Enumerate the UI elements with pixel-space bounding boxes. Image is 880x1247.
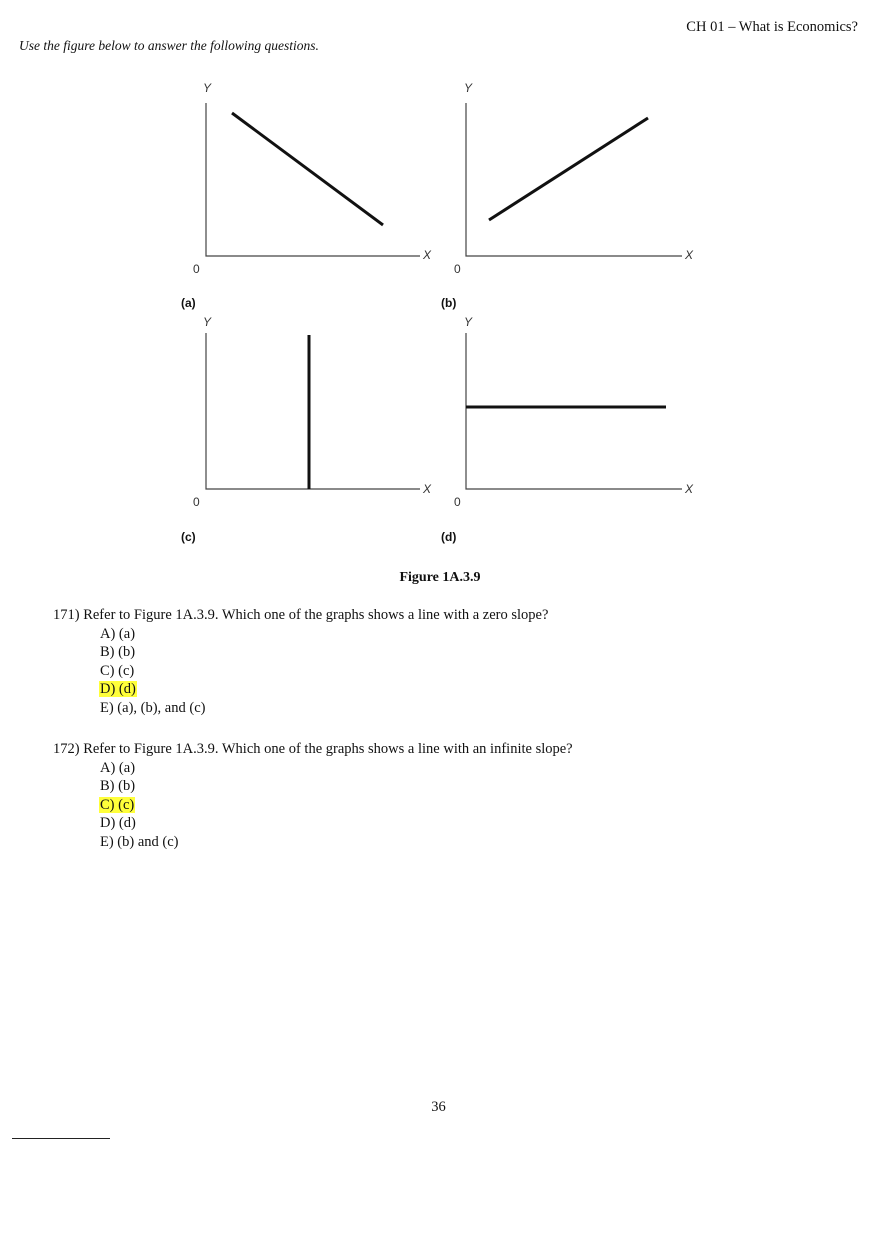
option-d: D) (d) xyxy=(100,815,136,831)
question-172 xyxy=(53,740,573,851)
panel-b-x-label: X xyxy=(685,248,694,262)
panel-a-x-label: X xyxy=(423,248,432,262)
panel-a-label: (a) xyxy=(181,296,196,310)
panel-c-y-label: Y xyxy=(203,315,212,329)
panel-b-y-label: Y xyxy=(464,81,473,95)
option-d-highlighted: D) (d) xyxy=(100,681,136,697)
panel-a-line-negative-slope xyxy=(232,113,383,225)
footnote-separator xyxy=(12,1138,110,1139)
option-e: E) (b) and (c) xyxy=(100,833,179,850)
question-stem: 172) Refer to Figure 1A.3.9. Which one of the graphs shows a line with an infinite slope? xyxy=(53,741,573,757)
panel-b-label: (b) xyxy=(441,296,457,310)
panel-c-axes xyxy=(206,333,420,489)
panel-a-axes xyxy=(206,103,420,256)
option-a: A) (a) xyxy=(100,625,136,642)
answer-options xyxy=(99,759,573,852)
option-b: B) (b) xyxy=(100,778,136,794)
panel-b-origin: 0 xyxy=(454,262,461,276)
panel-d-origin: 0 xyxy=(454,495,461,509)
panel-c-label: (c) xyxy=(181,530,196,544)
panel-d-y-label: Y xyxy=(464,315,473,329)
panel-b-axes xyxy=(466,103,682,256)
option-c: C) (c) xyxy=(100,662,135,679)
panel-d-label: (d) xyxy=(441,530,457,544)
panel-a-origin: 0 xyxy=(193,262,200,276)
panel-a-y-label: Y xyxy=(203,81,212,95)
panel-c-origin: 0 xyxy=(193,495,200,509)
option-a: A) (a) xyxy=(100,759,136,776)
figure-caption: Figure 1A.3.9 xyxy=(399,570,481,585)
figure-1a-3-9 xyxy=(0,0,880,560)
panel-c-x-label: X xyxy=(423,482,432,496)
option-c-highlighted: C) (c) xyxy=(100,796,135,813)
panel-d-axes xyxy=(466,333,682,489)
panel-b-line-positive-slope xyxy=(489,118,648,220)
instruction-text: Use the figure below to answer the following questions. xyxy=(19,38,319,53)
option-b: B) (b) xyxy=(100,644,136,660)
panel-d-x-label: X xyxy=(685,482,694,496)
option-e: E) (a), (b), and (c) xyxy=(100,699,206,716)
page-header: CH 01 – What is Economics? xyxy=(686,19,858,35)
answer-options xyxy=(99,625,548,718)
question-171 xyxy=(53,606,548,717)
question-stem: 171) Refer to Figure 1A.3.9. Which one of the graphs shows a line with a zero slope? xyxy=(53,607,549,623)
page-number: 36 xyxy=(431,1099,446,1115)
